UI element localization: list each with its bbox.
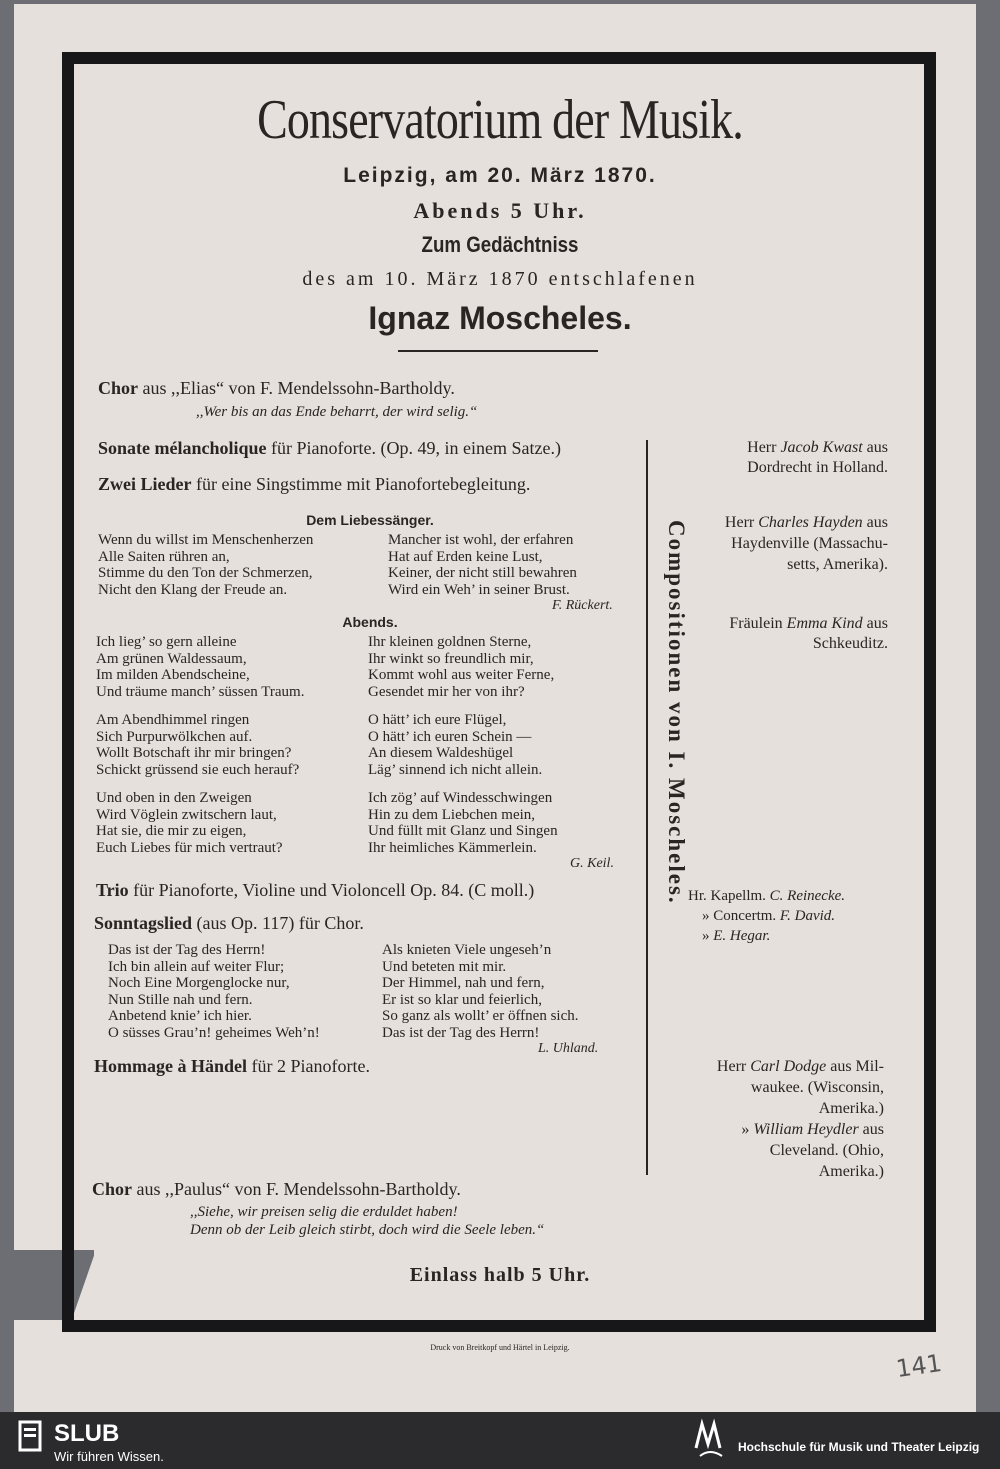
poem2-right: Ihr kleinen goldnen Sterne, Ihr winkt so freundlich mir, Kommt wohl aus weiter Ferne, Gesendet mir her von ihr? O hätt’ ich eure Flügel, O hätt’ ich euren Schein — An diesem Waldeshügel Läg’ sinnend ich nicht allein. Ich zög’ auf Windesschwingen Hin zu dem Liebchen mein, Und füllt mit Glanz und Singen Ihr heimliches Kämmerlein.	[368, 634, 558, 856]
subtitle-line: des am 10. März 1870 entschlafenen	[302, 268, 698, 290]
poem3-left: Das ist der Tag des Herrn! Ich bin allein auf weiter Flur; Noch Eine Morgenglocke nur, Nun Stille nah und fern. Anbetend knie’ ich hier. O süsses Grau’n! geheimes Weh’n!	[108, 942, 320, 1041]
performer-kwast: Herr Jacob Kwast aus Dordrecht in Holland.	[747, 439, 888, 476]
poem1-author: F. Rückert.	[552, 598, 613, 613]
poem1-left: Wenn du willst im Menschenherzen Alle Saiten rühren an, Stimme du den Ton der Schmerzen, Nicht den Klang der Freude an.	[98, 532, 314, 598]
slub-tagline: Wir führen Wissen.	[54, 1449, 164, 1464]
slub-logo-icon[interactable]	[18, 1420, 44, 1454]
ornament-rule	[398, 350, 598, 352]
printer-line: Druck von Breitkopf und Härtel in Leipzig.	[430, 1343, 570, 1352]
poem2-title: Abends.	[342, 614, 398, 630]
vertical-label: Compositionen von I. Moscheles.	[664, 520, 689, 905]
performer-reinecke: Hr. Kapellm. C. Reinecke. » Concertm. F. David. » E. Hegar.	[688, 888, 846, 944]
item-hommage: Hommage à Händel für 2 Pianoforte.	[94, 1056, 370, 1076]
page-title: Conservatorium der Musik.	[257, 89, 743, 151]
time-line: Abends 5 Uhr.	[413, 198, 587, 223]
memorial-line: Zum Gedächtniss	[421, 232, 579, 257]
place-date: Leipzig, am 20. März 1870.	[343, 164, 657, 187]
poem1-title: Dem Liebessänger.	[306, 512, 434, 528]
item-chor-elias: Chor aus ,,Elias“ von F. Mendelssohn-Bartholdy.	[98, 378, 455, 398]
quote-paulus-2: Denn ob der Leib gleich stirbt, doch wird die Seele leben.“	[190, 1222, 545, 1238]
poem2-left: Ich lieg’ so gern alleine Am grünen Waldessaum, Im milden Abendscheine, Und träume manch’ süssen Traum. Am Abendhimmel ringen Sich Purpurwölkchen auf. Wollt Botschaft ihr mir bringen? Schickt grüssend sie euch herauf? Und oben in den Zweigen Wird Vöglein zwitschern laut, Hat sie, die mir zu eigen, Euch Liebes für mich vertraut?	[96, 634, 305, 856]
performer-kind: Fräulein Emma Kind aus Schkeuditz.	[729, 615, 888, 652]
bracket-line	[646, 440, 648, 1175]
pencil-number: 141	[894, 1348, 944, 1384]
quote-paulus-1: ,,Siehe, wir preisen selig die erduldet haben!	[190, 1204, 458, 1220]
footer-bar	[0, 1412, 1000, 1469]
quote-elias: ,,Wer bis an das Ende beharrt, der wird selig.“	[196, 404, 478, 420]
poem3-author: L. Uhland.	[538, 1041, 599, 1056]
poem1-right: Mancher ist wohl, der erfahren Hat auf Erden keine Lust, Keiner, der nicht still bewahren Wird ein Weh’ in seiner Brust.	[388, 532, 577, 598]
slub-name[interactable]: SLUB	[54, 1420, 120, 1447]
performer-hayden: Herr Charles Hayden aus Haydenville (Massachu- setts, Amerika).	[724, 514, 888, 573]
item-sonate: Sonate mélancholique für Pianoforte. (Op. 49, in einem Satze.)	[98, 438, 561, 458]
honoree-name: Ignaz Moscheles.	[368, 300, 632, 336]
poem2-author: G. Keil.	[570, 856, 614, 871]
hmt-logo-icon[interactable]	[692, 1418, 728, 1462]
item-chor-paulus: Chor aus ,,Paulus“ von F. Mendelssohn-Bartholdy.	[92, 1179, 461, 1199]
hmt-name[interactable]: Hochschule für Musik und Theater Leipzig	[738, 1440, 980, 1454]
poem3-right: Als knieten Viele ungeseh’n Und beteten mit mir. Der Himmel, nah und fern, Er ist so klar und feierlich, So ganz als wollt’ er öffnen sich. Das ist der Tag des Herrn!	[382, 942, 579, 1041]
admission-line: Einlass halb 5 Uhr.	[409, 1264, 591, 1286]
performer-dodge-heydler: Herr Carl Dodge aus Mil- waukee. (Wisconsin, Amerika.) » William Heydler aus Cleveland. (Ohio, Amerika.)	[716, 1058, 884, 1180]
item-lieder: Zwei Lieder für eine Singstimme mit Pianofortebegleitung.	[98, 474, 531, 494]
item-trio: Trio für Pianoforte, Violine und Violoncell Op. 84. (C moll.)	[96, 880, 535, 900]
item-sonntagslied: Sonntagslied (aus Op. 117) für Chor.	[94, 913, 364, 933]
